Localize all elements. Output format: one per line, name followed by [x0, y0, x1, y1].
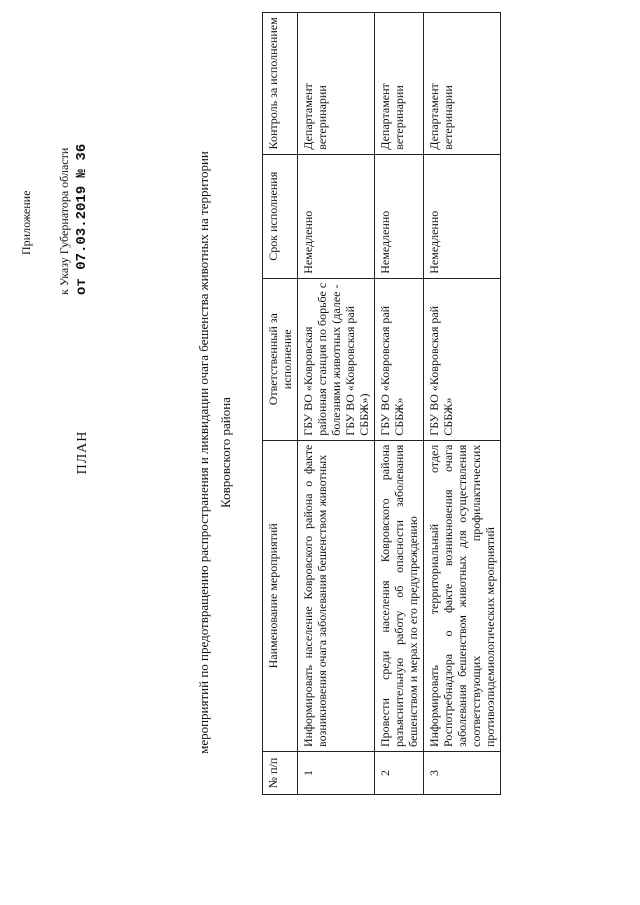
table-row — [375, 13, 424, 795]
row-deadline: Немедленно — [424, 154, 501, 278]
row-control: Департамент ветеринарии — [375, 13, 424, 155]
row-number: 3 — [424, 751, 501, 794]
appendix-label: Приложение — [19, 190, 33, 255]
row-responsible: ГБУ ВО «Ковровская рай СББЖ» — [375, 278, 424, 440]
row-event: Информировать территориальный отдел Роспотребнадзора о факте возникновения очага заболевания бешенством животных для осуществления соответствующих профилактических противоэпидемиологических мероприятий — [424, 440, 501, 751]
row-deadline: Немедленно — [298, 154, 375, 278]
row-number: 1 — [298, 751, 375, 794]
header-event: Наименование мероприятий — [263, 440, 298, 751]
table-row — [298, 13, 375, 795]
row-responsible: ГБУ ВО «Ковровская районная станция по борьбе с болезнями животных (далее - ГБУ ВО «Ковровская рай СББЖ») — [298, 278, 375, 440]
row-number: 2 — [375, 751, 424, 794]
row-control: Департамент ветеринарии — [298, 13, 375, 155]
header-control: Контроль за исполнением — [263, 13, 298, 155]
plan-district: Ковровского района — [218, 397, 233, 508]
appendix-number: от 07.03.2019 № 36 — [74, 143, 90, 295]
row-deadline: Немедленно — [375, 154, 424, 278]
row-event: Информировать население Ковровского района о факте возникновения очага заболевания бешенством животных — [298, 440, 375, 751]
header-number: № п/п — [263, 751, 298, 794]
row-event: Провести среди населения Ковровского района разъяснительную работу об опасности заболевания бешенством и мерах по его предупреждению — [375, 440, 424, 751]
row-control: Департамент ветеринарии — [424, 13, 501, 155]
plan-table — [262, 12, 501, 795]
header-deadline: Срок исполнения — [263, 154, 298, 278]
header-responsible: Ответственный за исполнение — [263, 278, 298, 440]
appendix-decree: к Указу Губернатора области — [57, 147, 71, 295]
table-header-row — [263, 13, 298, 795]
plan-title: ПЛАН — [75, 430, 90, 475]
table-row — [424, 13, 501, 795]
plan-subtitle: мероприятий по предотвращению распространения и ликвидации очага бешенства животных на территории — [196, 151, 211, 754]
row-responsible: ГБУ ВО «Ковровская рай СББЖ» — [424, 278, 501, 440]
